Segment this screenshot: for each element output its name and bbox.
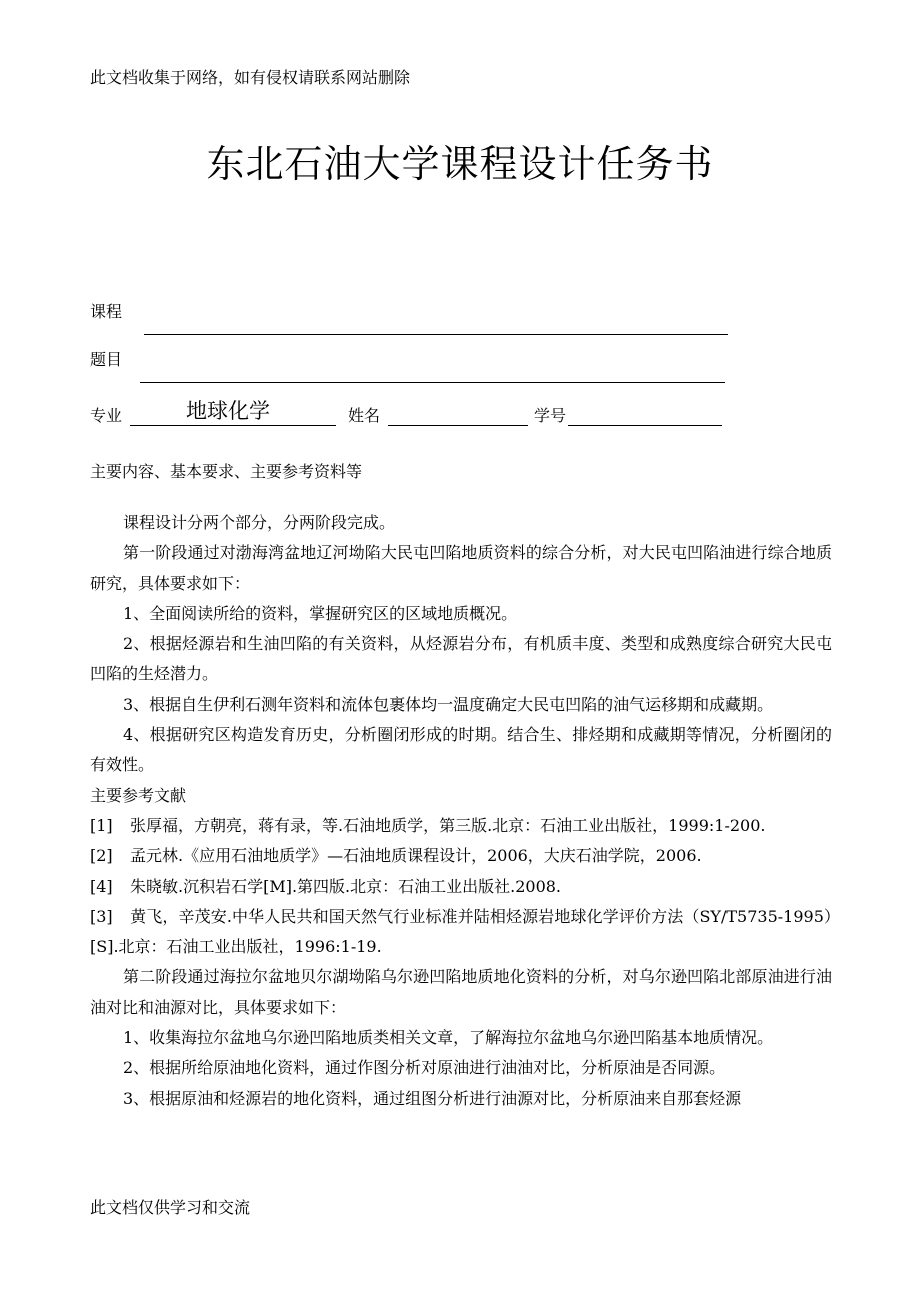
student-id-label: 学号 — [534, 406, 567, 425]
reference-text: 张厚福，方朝亮，蒋有录，等.石油地质学，第三版.北京：石油工业出版社，1999:1-200. — [130, 815, 766, 835]
reference-number: [1] — [90, 815, 113, 835]
paragraph: 1、收集海拉尔盆地乌尔逊凹陷地质类相关文章，了解海拉尔盆地乌尔逊凹陷基本地质情况。 — [123, 1028, 774, 1048]
paragraph: 第一阶段通过对渤海湾盆地辽河坳陷大民屯凹陷地质资料的综合分析，对大民屯凹陷油进行综合地质研究，具体要求如下： — [90, 543, 832, 593]
course-field-line[interactable] — [144, 334, 728, 335]
course-label: 课程 — [90, 302, 123, 321]
reference-number: [4] — [90, 876, 113, 896]
topic-field-line[interactable] — [140, 382, 725, 383]
reference-item — [90, 872, 832, 902]
body-text — [90, 508, 832, 1114]
paragraph: 4、根据研究区构造发育历史，分析圈闭形成的时期。结合生、排烃期和成藏期等情况，分析圈闭的有效性。 — [90, 725, 832, 775]
paragraph: 第二阶段通过海拉尔盆地贝尔湖坳陷乌尔逊凹陷地质地化资料的分析，对乌尔逊凹陷北部原油进行油油对比和油源对比，具体要求如下： — [90, 967, 832, 1017]
section-heading: 主要内容、基本要求、主要参考资料等 — [90, 462, 363, 481]
reference-number: [3] — [90, 906, 113, 926]
reference-number: [2] — [90, 846, 113, 866]
name-field-line[interactable] — [388, 425, 528, 426]
reference-text: 朱晓敏.沉积岩石学[M].第四版.北京：石油工业出版社.2008. — [130, 876, 562, 896]
reference-item — [90, 841, 832, 871]
reference-item — [90, 902, 832, 963]
paragraph: 3、根据自生伊利石测年资料和流体包裹体均一温度确定大民屯凹陷的油气运移期和成藏期。 — [123, 694, 774, 714]
footer-note: 此文档仅供学习和交流 — [90, 1198, 251, 1217]
paragraph: 3、根据原油和烃源岩的地化资料，通过组图分析进行油源对比，分析原油来自那套烃源 — [123, 1088, 742, 1108]
paragraph: 课程设计分两个部分，分两阶段完成。 — [123, 513, 396, 532]
reference-text: 黄飞，辛茂安.中华人民共和国天然气行业标准并陆相烃源岩地球化学评价方法（SY/T5735-1995）[S].北京：石油工业出版社，1996:1-19. — [90, 906, 832, 957]
reference-text: 孟元林.《应用石油地质学》—石油地质课程设计，2006，大庆石油学院，2006. — [130, 846, 702, 866]
header-note: 此文档收集于网络，如有侵权请联系网站删除 — [90, 68, 411, 87]
major-field-line[interactable] — [130, 425, 336, 426]
topic-label: 题目 — [90, 350, 123, 369]
major-label: 专业 — [90, 406, 123, 425]
document-title: 东北石油大学课程设计任务书 — [206, 142, 714, 186]
name-label: 姓名 — [348, 406, 381, 425]
major-value: 地球化学 — [186, 399, 270, 423]
paragraph: 2、根据所给原油地化资料，通过作图分析对原油进行油油对比，分析原油是否同源。 — [123, 1058, 726, 1078]
reference-item — [90, 811, 832, 841]
references-heading: 主要参考文献 — [90, 785, 187, 805]
paragraph: 1、全面阅读所给的资料，掌握研究区的区域地质概况。 — [123, 603, 518, 623]
student-id-field-line[interactable] — [568, 425, 722, 426]
paragraph: 2、根据烃源岩和生油凹陷的有关资料，从烃源岩分布，有机质丰度、类型和成熟度综合研究大民屯凹陷的生烃潜力。 — [90, 634, 832, 684]
